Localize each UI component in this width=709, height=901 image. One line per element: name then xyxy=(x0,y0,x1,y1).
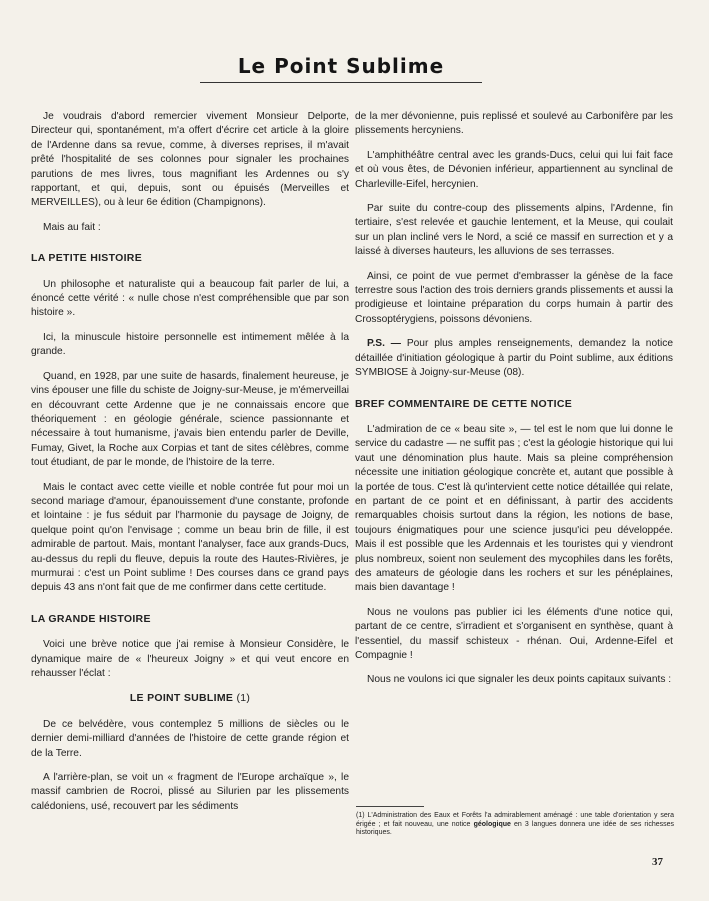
intro-paragraph: Je voudrais d'abord remercier vivement Monsieur Delporte, Directeur qui, spontanément, m'a offert d'écrire cet article à la gloire de l'Ardenne dans sa revue, comme, à diverses reprises, il m'avait prêté l'hospitalité de ses colonnes pour signaler les prochaines parutions de mes livres, tous magnifiant les Ardennes ou s'y rapportant, et qui, depuis, sont ou épuisés (Merveilles et MERVEILLES), ou à leur 6e édition (Champignons). xyxy=(31,111,349,209)
paragraph: Un philosophe et naturaliste qui a beaucoup fait parler de lui, a énoncé cette vérité : « nulle chose n'est compréhensible que par son histoire ». xyxy=(31,278,349,319)
left-column xyxy=(31,110,349,824)
page-number: 37 xyxy=(652,856,663,868)
paragraph: Nous ne voulons pas publier ici les éléments d'une notice qui, partant de ce centre, s'irradient et s'organisent en synthèse, quant à l'essentiel, du massif schisteux - rhénan. Oui, Ardenne-Eifel et Compagnie ! xyxy=(355,606,673,661)
right-column xyxy=(355,110,673,698)
paragraph: L'amphithéâtre central avec les grands-Ducs, celui qui lui fait face et où vous êtes, de Dévonien inférieur, appartiennent au synclinal de Charleville-Eifel, hercynien. xyxy=(355,149,673,190)
continued-paragraph: de la mer dévonienne, puis replissé et soulevé au Carbonifère par les plissements hercyniens. xyxy=(355,111,673,137)
footnote-text-end: en 3 langues donnera une idée de ses richesses historiques. xyxy=(356,820,674,837)
section-heading-bref-commentaire: BREF COMMENTAIRE DE CETTE NOTICE xyxy=(355,397,573,410)
paragraph: Nous ne voulons ici que signaler les deux points capitaux suivants : xyxy=(367,674,672,686)
ps-paragraph xyxy=(355,337,673,380)
paragraph: Quand, en 1928, par une suite de hasards, finalement heureuse, je vins épouser une fille du schiste de Joigny-sur-Meuse, je m'émerveillai en découvrant cette Ardenne que je ne connaissais encore que théoriquement : en géologie générale, science passionnante et nécessaire à tout humanisme, j'avais bien entendu parler de Deville, Fumay, Givet, la Roche aux Corpias et tant de sites célèbres, comme tout étudiant, de par le monde, de l'histoire de la terre. xyxy=(31,370,349,469)
paragraph: Mais le contact avec cette vieille et noble contrée fut pour moi un second mariage d'amour, épanouissement d'une constante, profonde et lointaine : je fus séduit par l'harmonie du paysage de Joigny, de quelque point qu'on l'envisage ; comme un beau brin de fille, il est admirable de partout. Mais, montant l'analyser, face aux grands-Ducs, au-dessus du repli du fleuve, depuis la route des Hautes-Rivières, je murmurai : c'est un Point sublime ! Des courses dans ce grand pays depuis 43 ans n'ont fait que de me confirmer dans cette certitude. xyxy=(31,481,349,594)
footnote-divider xyxy=(356,806,424,807)
paragraph: L'admiration de ce « beau site », — tel est le nom que lui donne le service du cadastre — ne suffit pas ; c'est la géologie historique qui lui vaut une dénomination plus haute. Mais sa pleine compréhension nécessite une initiation géologique concrète et, autant que possible à la portée de tous. C'est là qu'intervient cette notice détaillée qui relate, en partant de ce point et en définissant, à partir des accidents remarquables choisis surtout dans la région, les notions de base, toujours énigmatiques pour une science jusqu'ici peu développée. Mais il est possible que les Ardennais et les touristes qui y viendront plus nombreux, soient non seulement des mycophiles dans les forêts, des amateurs de géologie dans les rochers et sur les pénéplaines, mais bien davantage ! xyxy=(355,423,673,594)
sub-heading-text: LE POINT SUBLIME xyxy=(129,692,234,705)
intro-paragraph-2: Mais au fait : xyxy=(43,221,101,233)
ps-label: P.S. — xyxy=(367,338,401,350)
title-underline xyxy=(200,82,482,83)
paragraph: A l'arrière-plan, se voit un « fragment de l'Europe archaïque », le massif cambrien de Rocroi, plissé au Silurien par les plissements calédoniens, usé, recouvert par les sédiments xyxy=(31,772,349,812)
footnote xyxy=(356,812,674,838)
paragraph: Ici, la minuscule histoire personnelle est intimement mêlée à la grande. xyxy=(31,331,349,358)
footnote-text: (1) L'Administration des Eaux et Forêts l'a admirablement aménagé : une table d'orientation y sera érigée ; et fait nouveau, une notice xyxy=(356,812,674,828)
footnote-marker: (1) xyxy=(236,692,251,705)
paragraph: De ce belvédère, vous contemplez 5 millions de siècles ou le dernier demi-milliard d'années de l'histoire de cette grande région et de la Terre. xyxy=(31,718,349,759)
paragraph: Ainsi, ce point de vue permet d'embrasser la génèse de la face terrestre sous l'action des trois derniers grands plissements et aussi la prodigieuse et lointaine préparation du corps humain à partir des Crossoptérygiens, poissons dévoniens. xyxy=(355,270,673,325)
section-heading-petite-histoire: LA PETITE HISTOIRE xyxy=(31,252,142,265)
footnote-emphasis: géologique xyxy=(473,820,511,828)
sub-heading-point-sublime xyxy=(31,691,349,705)
paragraph: Voici une brève notice que j'ai remise à Monsieur Considère, le dynamique maire de « l'heureux Joigny » et qui veut encore en rehausser l'éclat : xyxy=(31,639,349,679)
ps-text: Pour plus amples renseignements, demandez la notice détaillée d'initiation géologique à partir du Point sublime, aux éditions SYMBIOSE à Joigny-sur-Meuse (08). xyxy=(355,338,673,379)
page-title: Le Point Sublime xyxy=(237,54,445,78)
section-heading-grande-histoire: LA GRANDE HISTOIRE xyxy=(31,612,151,625)
paragraph: Par suite du contre-coup des plissements alpins, l'Ardenne, fin tertiaire, s'est relevée et gauchie lentement, et la Meuse, qui coulait sur un plan incliné vers le Nord, a scié ce massif en surrection et y a laissé à diverses hauteurs, les alluvions de ses terrasses. xyxy=(355,203,673,258)
